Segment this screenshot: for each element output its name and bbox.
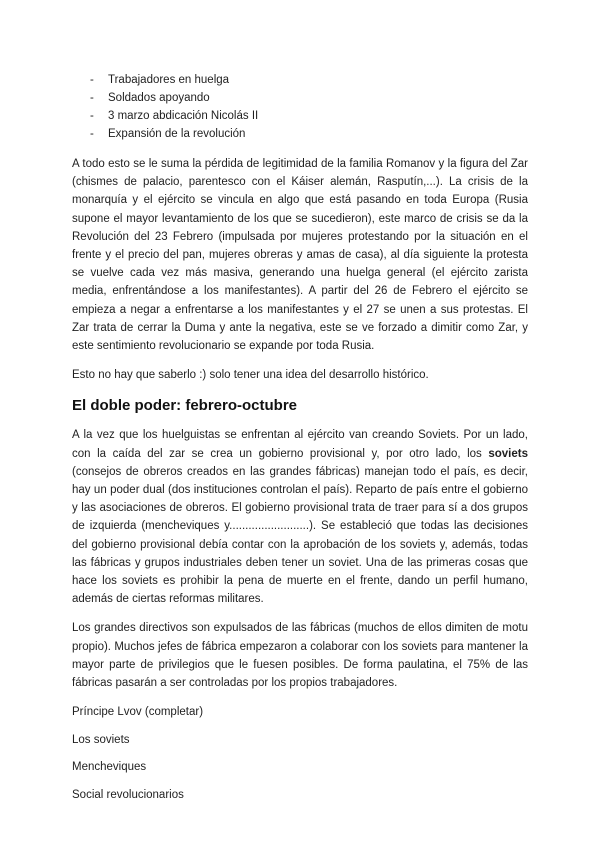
bold-term-soviets: soviets <box>488 447 528 460</box>
item-soviets: Los soviets <box>72 733 130 746</box>
list-item <box>72 71 528 89</box>
list-item <box>72 89 528 107</box>
item-mencheviques: Mencheviques <box>72 761 147 774</box>
paragraph-note: Esto no hay que saberlo :) solo tener una idea del desarrollo histórico. <box>72 369 429 382</box>
bullet-text: Trabajadores en huelga <box>108 74 230 86</box>
bullet-text: Soldados apoyando <box>108 92 210 104</box>
item-lvov: Príncipe Lvov (completar) <box>72 706 204 719</box>
paragraph-romanov-crisis: A todo esto se le suma la pérdida de legitimidad de la familia Romanov y la figura del Zar (chismes de palacio, parentesco con el Káiser alemán, Rasputín,...). La crisis de la monarquía y el ejército se vincula en algo que está pasando en toda Europa (Rusia supone el mayor levantamiento de los que se sucedieron), este marco de crisis se da la Revolución del 23 Febrero (impulsada por mujeres protestando por la situación en el frente y el precio del pan, mujeres obreras y amas de casa), al día siguiente la protesta se vuelve cada vez más masiva, generando una huelga general (el ejército zarista media, enfrentándose a los manifestantes). A partir del 26 de Febrero el ejército se empieza a negar a enfrentarse a los manifestantes y el 27 se unen a sus protestas. El Zar trata de cerrar la Duma y ante la negativa, este se ve forzado a dimitir como Zar, y este sentimiento revolucionario se expande por toda Rusia. <box>72 158 528 353</box>
paragraph-factories: Los grandes directivos son expulsados de las fábricas (muchos de ellos dimiten de motu propio). Muchos jefes de fábrica empezaron a colaborar con los soviets para mantener la mayor parte de privilegios que le fuesen posibles. De forma paulatina, el 75% de las fábricas pasarán a ser controladas por los propios trabajadores. <box>72 622 528 690</box>
bullet-marker: - <box>90 110 94 122</box>
document-page <box>72 71 528 813</box>
list-item <box>72 107 528 125</box>
paragraph-soviets-after: (consejos de obreros creados en las grandes fábricas) manejan todo el país, es decir, hay un poder dual (dos instituciones controlan el país). Reparto de país entre el gobierno y las asociaciones de obreros. El gobierno provisional trata de traer para sí a dos grupos de izquierda (mencheviques y.........................). Se estableció que todas las decisiones del gobierno provisional debía contar con la aprobación de los soviets y, además, todas las fábricas y grupos industriales deben tener un soviet. Una de las primeras cosas que hace los soviets es prohibir la pena de muerte en el frente, dando un perfil humano, además de ciertas reformas militares. <box>72 465 528 606</box>
bullet-marker: - <box>90 74 94 86</box>
paragraph-soviets-before: A la vez que los huelguistas se enfrentan al ejército van creando Soviets. Por un lado, con la caída del zar se crea un gobierno provisional y, por otro lado, los <box>72 429 528 460</box>
bullet-text: 3 marzo abdicación Nicolás II <box>108 110 259 122</box>
paragraph-soviets <box>72 426 528 608</box>
bullet-text: Expansión de la revolución <box>108 128 246 140</box>
bullet-marker: - <box>90 92 94 104</box>
section-heading: El doble poder: febrero-octubre <box>72 397 298 415</box>
bullet-marker: - <box>90 128 94 140</box>
list-item <box>72 125 528 143</box>
bullet-list <box>72 71 528 143</box>
item-social-revolucionarios: Social revolucionarios <box>72 788 184 801</box>
